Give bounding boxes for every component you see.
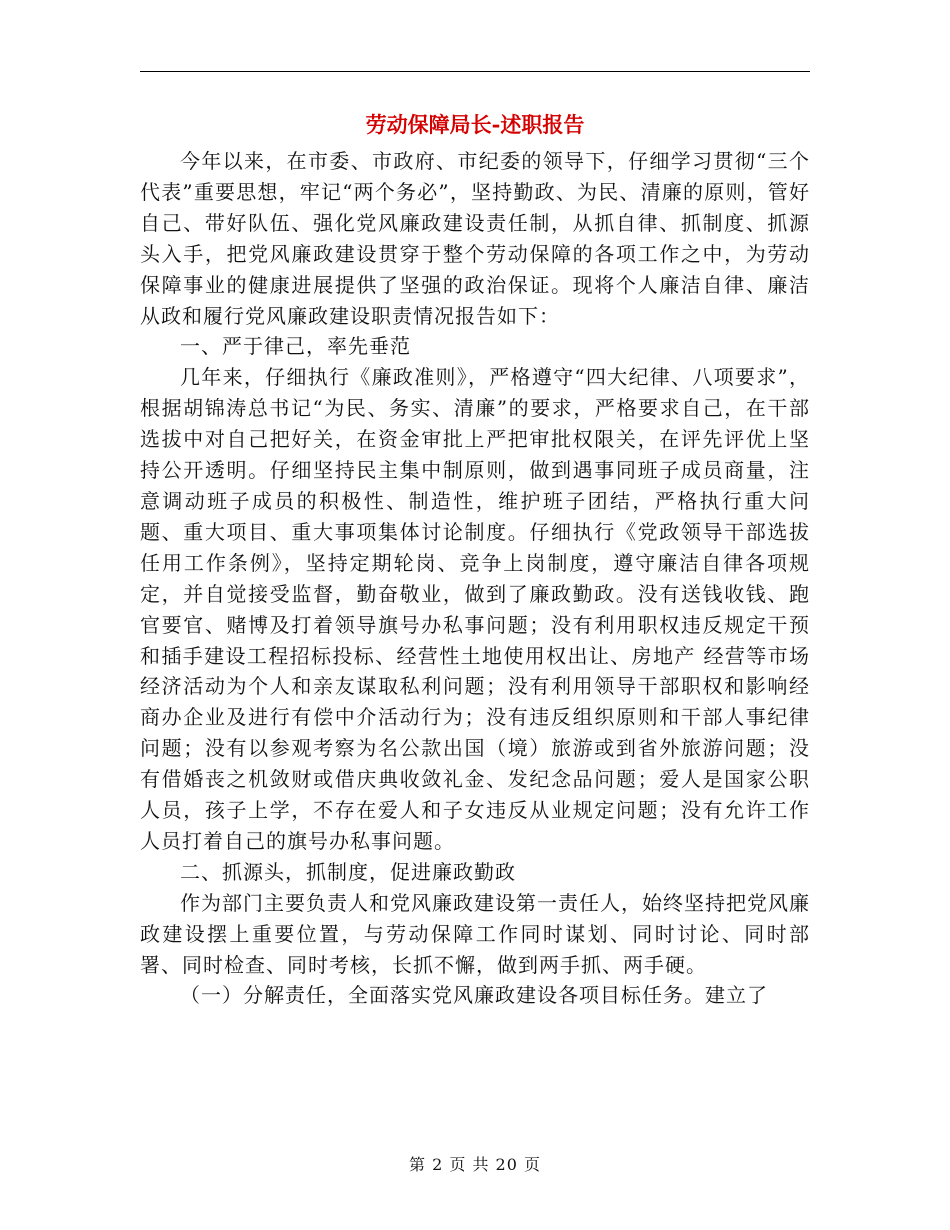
document-body xyxy=(140,146,810,1011)
paragraph-intro: 今年以来，在市委、市政府、市纪委的领导下，仔细学习贯彻“三个代表”重要思想，牢记“两个务必”，坚持勤政、为民、清廉的原则，管好自己、带好队伍、强化党风廉政建设责任制，从抓自律、抓制度、抓源头入手，把党风廉政建设贯穿于整个劳动保障的各项工作之中，为劳动保障事业的健康进展提供了坚强的政治保证。现将个人廉洁自律、廉洁从政和履行党风廉政建设职责情况报告如下： xyxy=(140,149,810,328)
paragraph-section-1: 几年来，仔细执行《廉政准则》，严格遵守“四大纪律、八项要求”，根据胡锦涛总书记“为民、务实、清廉”的要求，严格要求自己，在干部选拔中对自己把好关，在资金审批上严把审批权限关，在评先评优上坚持公开透明。仔细坚持民主集中制原则，做到遇事同班子成员商量，注意调动班子成员的积极性、制造性，维护班子团结，严格执行重大问题、重大项目、重大事项集体讨论制度。仔细执行《党政领导干部选拔任用工作条例》，坚持定期轮岗、竞争上岗制度，遵守廉洁自律各项规定，并自觉接受监督，勤奋敬业，做到了廉政勤政。没有送钱收钱、跑官要官、赌博及打着领导旗号办私事问题；没有利用职权违反规定干预和插手建设工程招标投标、经营性土地使用权出让、房地产 经营等市场经济活动为个人和亲友谋取私利问题；没有利用领导干部职权和影响经商办企业及进行有偿中介活动行为；没有违反组织原则和干部人事纪律问题；没有以参观考察为名公款出国（境）旅游或到省外旅游问题；没有借婚丧之机敛财或借庆典收敛礼金、发纪念品问题；爱人是国家公职人员，孩子上学，不存在爱人和子女违反从业规定问题；没有允许工作人员打着自己的旗号办私事问题。 xyxy=(140,365,810,853)
paragraph-section-2: 作为部门主要负责人和党风廉政建设第一责任人，始终坚持把党风廉政建设摆上重要位置，与劳动保障工作同时谋划、同时讨论、同时部署、同时检查、同时考核，长抓不懈，做到两手抓、两手硬。 xyxy=(140,890,810,977)
page-number: 第 2 页 共 20 页 xyxy=(409,1155,541,1174)
document-title: 劳动保障局长-述职报告 xyxy=(365,112,585,137)
paragraph-subsection-1: （一）分解责任，全面落实党风廉政建设各项目标任务。建立了 xyxy=(180,983,768,1008)
header-rule xyxy=(140,71,810,72)
section-heading-2: 二、抓源头，抓制度，促进廉政勤政 xyxy=(180,859,516,884)
section-heading-1: 一、严于律己，率先垂范 xyxy=(180,334,411,359)
